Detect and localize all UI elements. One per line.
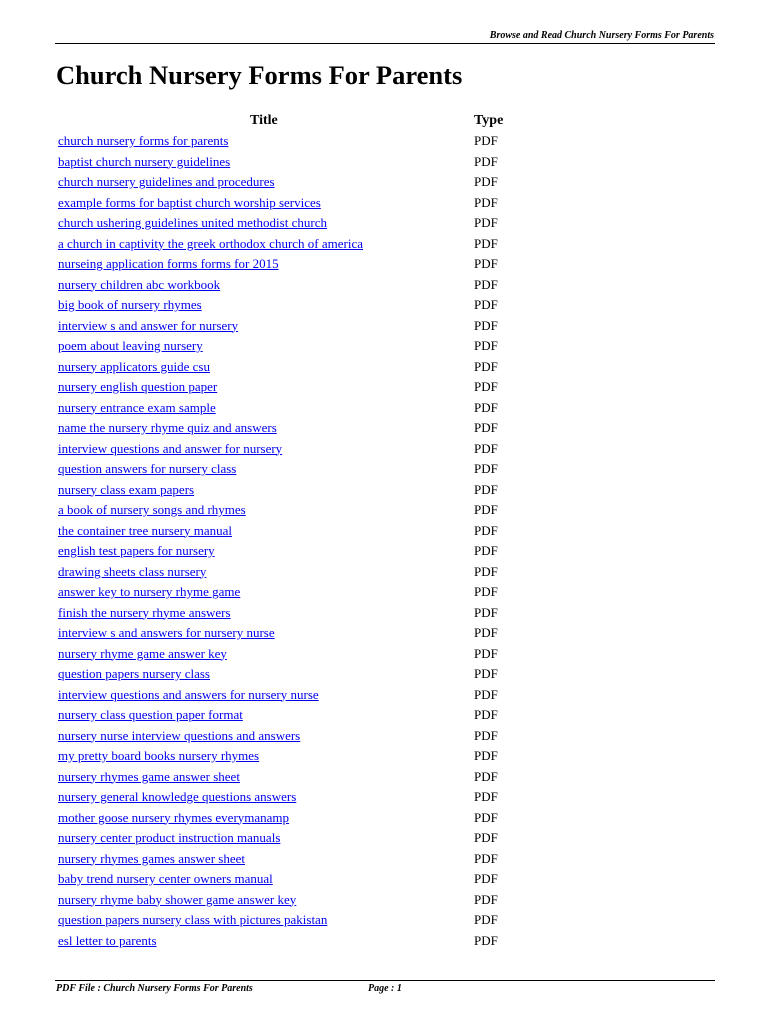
- document-type-label: PDF: [474, 420, 498, 435]
- document-type-label: PDF: [474, 522, 498, 538]
- document-type-label: PDF: [474, 809, 498, 825]
- document-type-label: PDF: [474, 174, 498, 189]
- list-item: [0, 767, 770, 788]
- page-title: Church Nursery Forms For Parents: [56, 60, 463, 90]
- document-type-label: PDF: [474, 543, 498, 558]
- list-item: [0, 869, 770, 890]
- document-type-label: PDF: [474, 194, 498, 210]
- document-title-link[interactable]: the container tree nursery manual: [58, 522, 232, 538]
- document-type-label: PDF: [474, 338, 498, 353]
- document-title-link[interactable]: a church in captivity the greek orthodox church of america: [58, 235, 364, 251]
- list-item: [0, 664, 770, 685]
- list-item: [0, 808, 770, 829]
- document-type-label: PDF: [474, 686, 498, 702]
- document-type-label: PDF: [474, 891, 498, 907]
- list-item: [0, 254, 770, 275]
- running-header: Browse and Read Church Nursery Forms For Parents: [489, 30, 714, 41]
- document-title-link[interactable]: baby trend nursery center owners manual: [58, 871, 273, 886]
- list-item: [0, 828, 770, 849]
- document-title-link[interactable]: nursery rhymes games answer sheet: [58, 850, 245, 866]
- document-type-label: PDF: [474, 563, 498, 579]
- document-type-label: PDF: [474, 399, 498, 415]
- document-title-link[interactable]: nursery rhyme game answer key: [58, 645, 227, 661]
- footer-divider: [55, 980, 715, 981]
- document-title-link[interactable]: big book of nursery rhymes: [58, 297, 202, 312]
- list-item: [0, 500, 770, 521]
- list-item: [0, 562, 770, 583]
- document-type-label: PDF: [474, 645, 498, 661]
- document-title-link[interactable]: my pretty board books nursery rhymes: [58, 748, 260, 763]
- document-type-label: PDF: [474, 358, 498, 374]
- list-item: [0, 459, 770, 480]
- document-type-label: PDF: [474, 481, 498, 497]
- document-title-link[interactable]: interview s and answers for nursery nurse: [58, 625, 275, 640]
- list-item: [0, 418, 770, 439]
- document-type-label: PDF: [474, 276, 498, 292]
- list-item: [0, 152, 770, 173]
- document-title-link[interactable]: a book of nursery songs and rhymes: [58, 502, 246, 517]
- document-type-label: PDF: [474, 604, 498, 620]
- document-type-label: PDF: [474, 707, 498, 722]
- document-title-link[interactable]: poem about leaving nursery: [58, 338, 203, 353]
- document-type-label: PDF: [474, 215, 498, 230]
- list-item: [0, 398, 770, 419]
- document-title-link[interactable]: baptist church nursery guidelines: [58, 153, 231, 169]
- document-type-label: PDF: [474, 830, 498, 845]
- document-title-link[interactable]: church nursery forms for parents: [58, 133, 229, 148]
- document-title-link[interactable]: english test papers for nursery: [58, 543, 215, 558]
- document-title-link[interactable]: name the nursery rhyme quiz and answers: [58, 420, 277, 435]
- document-title-link[interactable]: nursery center product instruction manuals: [58, 830, 281, 845]
- document-type-label: PDF: [474, 502, 498, 517]
- list-item: [0, 787, 770, 808]
- list-item: [0, 316, 770, 337]
- list-item: [0, 849, 770, 870]
- document-type-label: PDF: [474, 461, 498, 476]
- document-type-label: PDF: [474, 727, 498, 743]
- document-title-link[interactable]: nursery class exam papers: [58, 481, 195, 497]
- list-item: [0, 131, 770, 152]
- list-item: [0, 275, 770, 296]
- document-list: [0, 131, 770, 951]
- document-title-link[interactable]: interview questions and answers for nursery nurse: [58, 686, 319, 702]
- document-title-link[interactable]: interview questions and answer for nursery: [58, 440, 283, 456]
- list-item: [0, 541, 770, 562]
- list-item: [0, 336, 770, 357]
- list-item: [0, 439, 770, 460]
- document-title-link[interactable]: nurseing application forms forms for 2015: [58, 256, 279, 271]
- document-type-label: PDF: [474, 379, 498, 394]
- document-type-label: PDF: [474, 297, 498, 312]
- footer-page-number: Page : 1: [368, 983, 402, 994]
- document-title-link[interactable]: answer key to nursery rhyme game: [58, 584, 241, 599]
- document-title-link[interactable]: example forms for baptist church worship services: [58, 194, 321, 210]
- header-divider: [55, 43, 715, 44]
- document-title-link[interactable]: nursery rhyme baby shower game answer key: [58, 891, 297, 907]
- list-item: [0, 172, 770, 193]
- list-item: [0, 377, 770, 398]
- list-item: [0, 931, 770, 952]
- list-item: [0, 357, 770, 378]
- document-type-label: PDF: [474, 912, 498, 927]
- footer-file-label: PDF File : Church Nursery Forms For Parents: [56, 983, 253, 994]
- document-title-link[interactable]: nursery english question paper: [58, 379, 218, 394]
- document-title-link[interactable]: nursery applicators guide csu: [58, 358, 210, 374]
- document-type-label: PDF: [474, 256, 498, 271]
- table-header: [0, 111, 770, 131]
- document-type-label: PDF: [474, 666, 498, 681]
- column-header-title: Title: [250, 113, 278, 128]
- list-item: [0, 234, 770, 255]
- document-type-label: PDF: [474, 625, 498, 640]
- list-item: [0, 705, 770, 726]
- document-title-link[interactable]: church ushering guidelines united methodist church: [58, 215, 327, 230]
- document-title-link[interactable]: nursery children abc workbook: [58, 276, 221, 292]
- document-title-link[interactable]: mother goose nursery rhymes everymanamp: [58, 809, 290, 825]
- document-type-label: PDF: [474, 133, 498, 148]
- list-item: [0, 521, 770, 542]
- list-item: [0, 603, 770, 624]
- document-type-label: PDF: [474, 768, 498, 784]
- document-title-link[interactable]: question answers for nursery class: [58, 461, 237, 476]
- list-item: [0, 910, 770, 931]
- document-title-link[interactable]: drawing sheets class nursery: [58, 563, 207, 579]
- list-item: [0, 582, 770, 603]
- document-type-label: PDF: [474, 317, 498, 333]
- list-item: [0, 890, 770, 911]
- document-title-link[interactable]: nursery rhymes game answer sheet: [58, 768, 240, 784]
- list-item: [0, 193, 770, 214]
- document-type-label: PDF: [474, 748, 498, 763]
- list-item: [0, 726, 770, 747]
- list-item: [0, 623, 770, 644]
- column-header-type: Type: [474, 113, 504, 128]
- document-type-label: PDF: [474, 932, 498, 948]
- list-item: [0, 644, 770, 665]
- document-title-link[interactable]: question papers nursery class with pictures pakistan: [58, 912, 328, 927]
- document-type-label: PDF: [474, 789, 498, 804]
- document-title-link[interactable]: church nursery guidelines and procedures: [58, 174, 275, 189]
- list-item: [0, 295, 770, 316]
- document-title-link[interactable]: nursery entrance exam sample: [58, 399, 216, 415]
- document-type-label: PDF: [474, 235, 498, 251]
- document-type-label: PDF: [474, 850, 498, 866]
- document-title-link[interactable]: question papers nursery class: [58, 666, 210, 681]
- document-title-link[interactable]: nursery general knowledge questions answers: [58, 789, 297, 804]
- document-title-link[interactable]: nursery class question paper format: [58, 707, 243, 722]
- list-item: [0, 213, 770, 234]
- document-type-label: PDF: [474, 153, 498, 169]
- document-title-link[interactable]: interview s and answer for nursery: [58, 317, 239, 333]
- document-type-label: PDF: [474, 440, 498, 456]
- document-title-link[interactable]: esl letter to parents: [58, 932, 157, 948]
- list-item: [0, 685, 770, 706]
- list-item: [0, 746, 770, 767]
- list-item: [0, 480, 770, 501]
- document-type-label: PDF: [474, 871, 498, 886]
- document-type-label: PDF: [474, 584, 498, 599]
- document-title-link[interactable]: finish the nursery rhyme answers: [58, 604, 231, 620]
- document-title-link[interactable]: nursery nurse interview questions and answers: [58, 727, 301, 743]
